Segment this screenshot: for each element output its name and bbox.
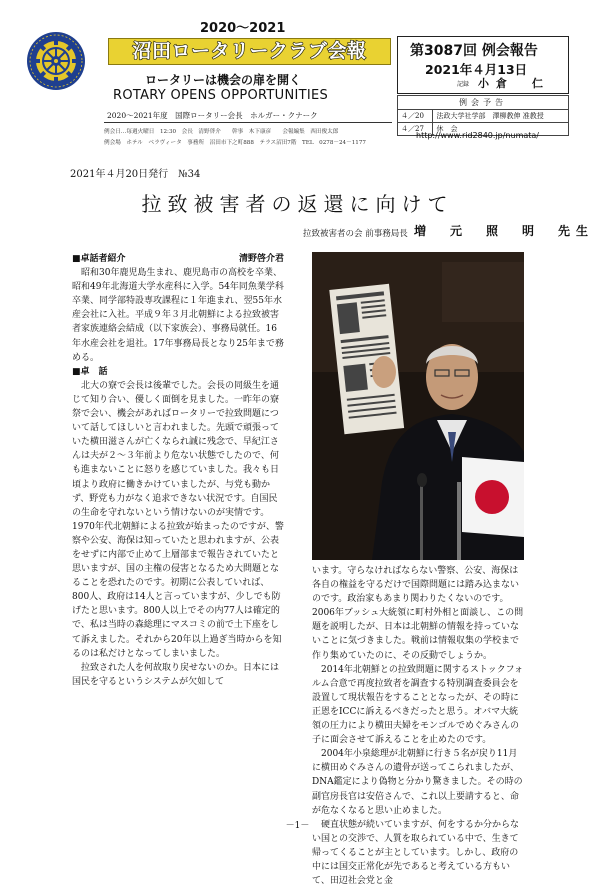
intro-section-heading (72, 252, 284, 266)
page-number: －1－ (285, 821, 310, 831)
talk-paragraph: 2004年小泉総理が北朝鮮に行き５名が戻り11月に横田めぐみさんの遺骨が送ってこられましたが、DNA鑑定により偽物と分かり驚きました。その時の副官房長官は安倍さんで、これ以上要請すると、命が危なくなると思い止めました。 (312, 749, 523, 816)
motto-english: ROTARY OPENS OPPORTUNITIES (113, 88, 329, 103)
meeting-schedule-table (397, 95, 569, 136)
fiscal-years: 2020～2021 (200, 21, 286, 36)
talk-heading: ■卓 話 (72, 366, 108, 377)
recorder-name: 小倉 仁 (478, 77, 550, 90)
venue-info-line: 例会場 ホテル ベラヴィータ 事務所 沼田市下之町888 テラス沼田7階 TEL 0278－24－1177 (104, 140, 366, 146)
left-text-column (72, 252, 284, 689)
speaker-role: 拉致被害者の会 前事務局長 (303, 229, 408, 239)
intro-presenter: 清野啓介君 (238, 254, 284, 264)
schedule-heading-row (398, 96, 569, 110)
meeting-number: 第3087回 例会報告 (410, 43, 538, 59)
talk-paragraph: 硬直状態が続いていますが、何をするか分からない国との交渉で、人質を取られている中で、生きて帰ってくることが主としています。しかし、政府の中には国交正常化が先であると考えている方もいて、田辺社会党と金 (312, 819, 520, 887)
talk-paragraph: 拉致された人を何故取り戻せないのか。日本には国民を守るというシステムが欠如して (72, 662, 280, 687)
speaker-name: 増 元 照 明 先生 (414, 224, 595, 238)
header-divider (104, 122, 392, 123)
issue-date: 2021年４月20日発行 №34 (70, 169, 201, 180)
talk-paragraph: 2014年北朝鮮との拉致問題に関するストックフォルム合意で再度拉致者を調査する特別調査委員会を設置して現状報告をすることとなったが、その時に正恩をICCに訴えるべきだったと思う。オバマ大統領の圧力により横田夫婦をモンゴルでめぐみさんの子に面会させて訴えることを止めたのです。 (312, 664, 524, 746)
right-text-column (312, 564, 524, 888)
club-name: 沼田ロータリークラブ会報 (132, 40, 367, 62)
article-title: 拉致被害者の返還に向けて (141, 192, 454, 216)
recorder-label: 記録 (457, 81, 470, 88)
schedule-text: 法政大学社学部 澤柳教伸 准教授 (433, 110, 569, 123)
schedule-text: 休 会 (433, 123, 569, 136)
motto-japanese: ロータリーは機会の扉を開く (145, 73, 302, 87)
talk-paragraph: います。守らなければならない警察、公安、海保は各自の権益を守るだけで国際問題には踏み込まないのです。政治家もあまり関わりたくないのです。2006年ブッシュ大統領に町村外相と面談し、この問題を説明したが、日本は北朝鮮の情報を持っていないことに気づきました。戦前は情報収集の学校まで作り集めていたのに、その反動でしょうか。 (312, 566, 524, 661)
club-year-line: 2020～2021年度 国際ロータリー会長 ホルガー・クナーク (107, 111, 318, 120)
talk-paragraph: 北大の寮で会長は後輩でした。会長の同級生を通じて知り合い、優しく面倒を見ました。一昨年の寮祭で会い、機会があればロータリーで拉致問題について話してほしいと言われました。先頭で頑張っていた横田滋さんが亡くなられ誠に残念で、早紀江さんは夫が２～３年前より危ない状態でしたので、何も進まないことに怒りを感じていました。我々も日頃より政府に働きかけていましたが、与党も動かず、野党も力がなく追求できない状況です。自国民の生命を守れないという情けないのが実情です。1970年代北朝鮮による拉致が始まったのですが、警察や公安、海保は知っていたと思われますが、公表をせずに内部で止めて上層部まで報告されていたと思いますが、国の主権の侵害となるため大問題となることを恐れたのです。初期に公表していれば、800人、政府は14人と言っていますが、少しでも防げたと思います。800人以上でその内77人は確定的で、私は当時の森総理にマスコミの前で土下座をして訴えました。それから20年以上過ぎ当時からを知るのは私だけとなってしまいました。 (72, 380, 284, 659)
club-name-banner (108, 38, 391, 65)
club-website-link[interactable]: http://www.rid2840.jp/numata/ (416, 131, 540, 140)
rotary-wheel-logo (26, 31, 86, 91)
intro-heading: ■卓話者紹介 (72, 254, 126, 264)
intro-paragraph: 昭和30年鹿児島生まれ、鹿児島市の高校を卒業、昭和49年北海道大学水産科に入学。54年同魚業学科卒業、同学部特設専攻課程に１年進まれ、翌55年水産会社に入社。平成９年３月北朝鮮による拉致被害者家族連絡会結成（以下家族会）、事務局就任。16年水産会社を退社。17年事務局長となり25年まで務める。 (72, 268, 284, 363)
meeting-info-line: 例会日…毎週火曜日 12:30 会長 清野啓介 幹事 木下康彦 会報編集 西田俊太郎 (104, 129, 339, 135)
schedule-row (398, 110, 569, 123)
schedule-date: ４／20 (398, 110, 433, 123)
speaker-photo (312, 252, 524, 560)
schedule-heading: 例会予告 (398, 96, 569, 110)
schedule-date: ４／27 (398, 123, 433, 136)
meeting-date: 2021年４月13日 (425, 62, 528, 77)
